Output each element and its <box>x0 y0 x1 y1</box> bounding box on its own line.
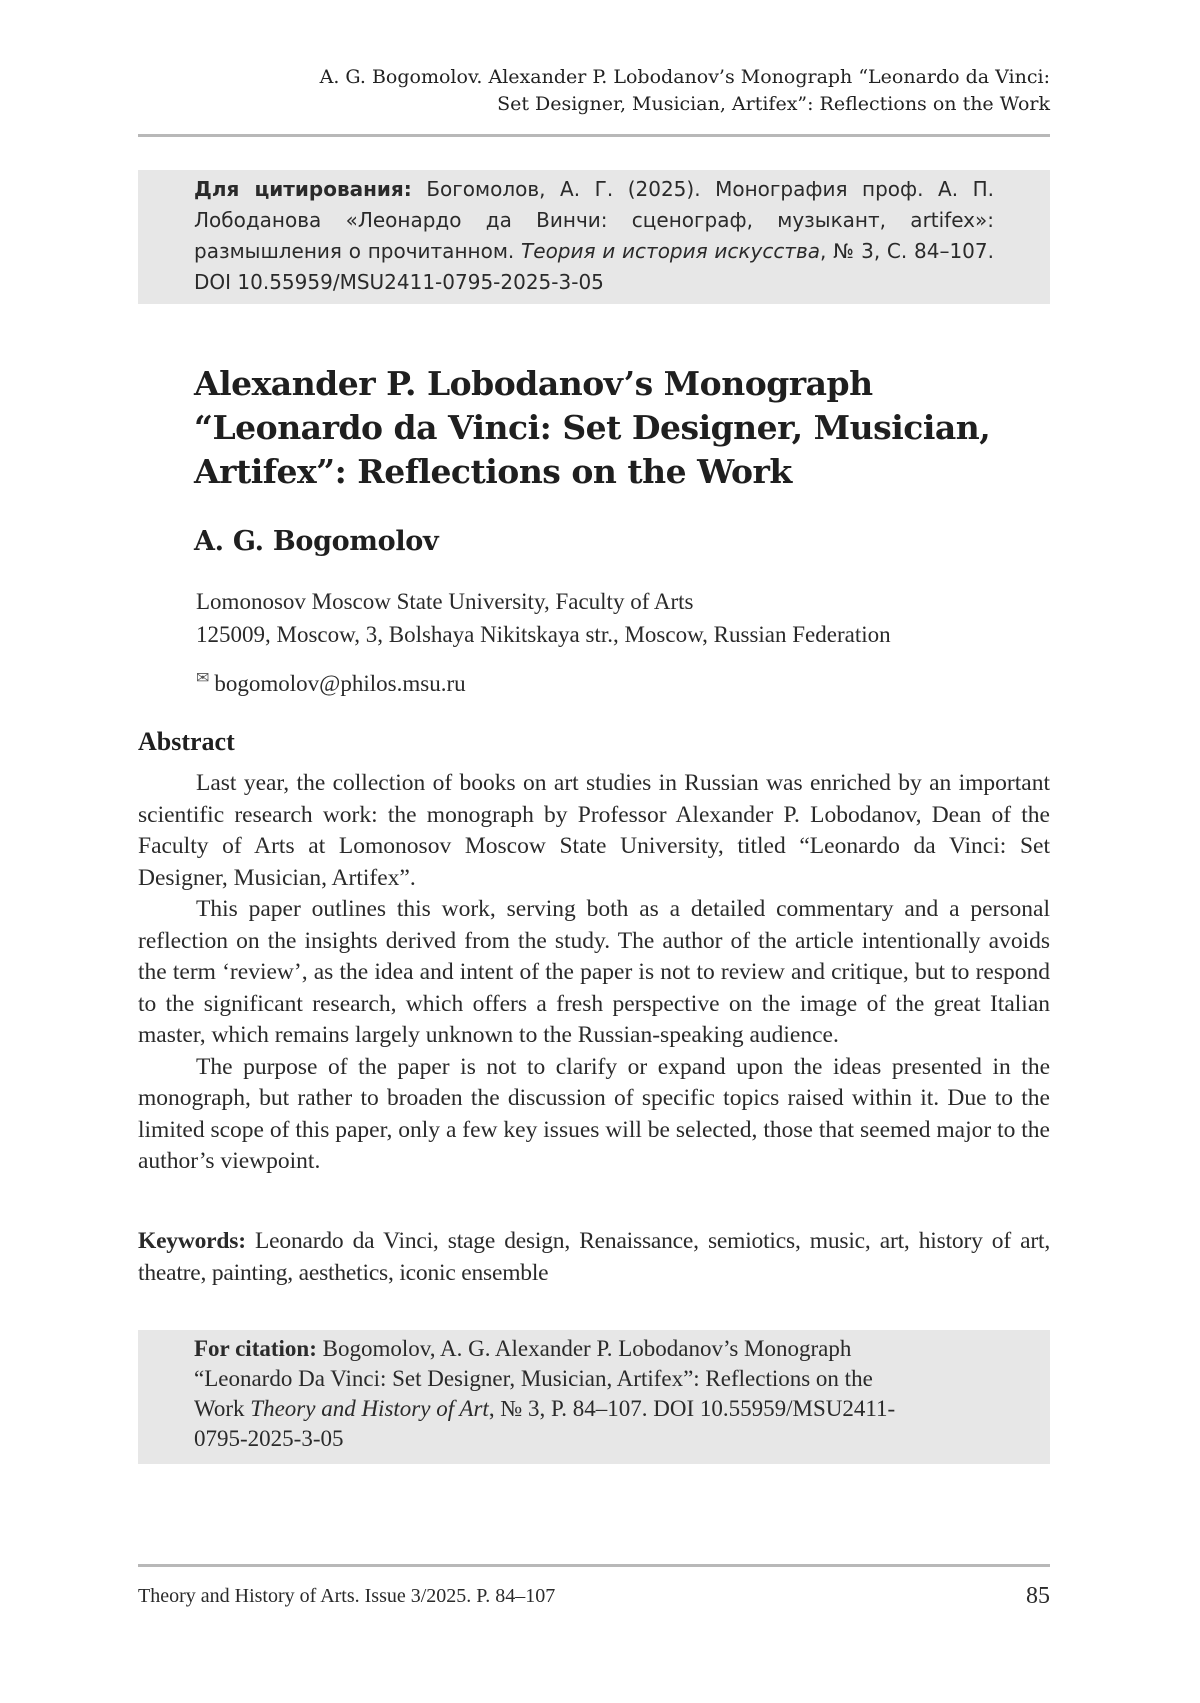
citation-box-en <box>138 1330 1050 1464</box>
envelope-icon: ✉ <box>196 670 210 687</box>
abstract-paragraph-3: The purpose of the paper is not to clarify or expand upon the ideas presented in the monograph, but rather to broaden the discussion of specific topics raised within it. Due to the limited scope of this paper, only a few key issues will be selected, those that seemed major to the author’s viewpoint. <box>138 1053 1050 1174</box>
author-name: A. G. Bogomolov <box>194 526 439 557</box>
citation-ru-label: Для цитирования: <box>194 177 412 201</box>
citation-ru-details: , № 3, С. 84–107. DOI 10.55959/MSU2411-0795-2025-3-05 <box>194 239 994 294</box>
paper-page <box>138 0 1050 1703</box>
citation-en-line-1 <box>194 1334 1000 1364</box>
citation-en-line-3-start: Work <box>194 1396 251 1421</box>
citation-en-line-4: 0795-2025-3-05 <box>194 1426 344 1451</box>
footer-journal: Theory and History of Arts. Issue 3/2025. P. 84–107 <box>138 1585 556 1607</box>
affiliation-line-1: Lomonosov Moscow State University, Faculty of Arts <box>196 589 694 614</box>
citation-en-line-3-rest: , № 3, P. 84–107. DOI 10.55959/MSU2411- <box>488 1396 896 1421</box>
header-divider <box>138 134 1050 137</box>
abstract-paragraph-2: This paper outlines this work, serving both as a detailed commentary and a personal reflection on the insights derived from the study. The author of the article intentionally avoids the term ‘review’, as the idea and intent of the paper is not to review and critique, but to respond to the significant research, which offers a fresh perspective on the image of the great Italian master, which remains largely unknown to the Russian-speaking audience. <box>138 896 1050 1048</box>
affiliation-line-2: 125009, Moscow, 3, Bolshaya Nikitskaya str., Moscow, Russian Federation <box>196 622 891 647</box>
citation-ru-text: Богомолов, А. Г. (2025). Монография проф. А. П. Лободанова «Леонардо да Винчи: сценограф, музыкант, artifex»: размышления о прочитанном. <box>194 177 995 263</box>
citation-en-label: For citation: <box>194 1336 317 1361</box>
citation-en-line-1-text: Bogomolov, A. G. Alexander P. Lobodanov’s Monograph <box>316 1336 852 1361</box>
abstract-paragraph-1: Last year, the collection of books on art studies in Russian was enriched by an important scientific research work: the monograph by Professor Alexander P. Lobodanov, Dean of the Faculty of Arts at Lomonosov Moscow State University, titled “Leonardo da Vinci: Set Designer, Musician, Artifex”. <box>138 770 1050 891</box>
email-address[interactable]: bogomolov@philos.msu.ru <box>214 671 466 696</box>
abstract-heading: Abstract <box>138 727 235 756</box>
page-number: 85 <box>1026 1583 1050 1609</box>
running-head-line-2: Set Designer, Musician, Artifex”: Reflections on the Work <box>497 93 1050 115</box>
citation-box-ru <box>138 170 1050 304</box>
affiliation <box>196 585 891 651</box>
article-title <box>194 362 1034 494</box>
running-head <box>138 64 1050 118</box>
author-email <box>196 664 466 699</box>
citation-ru-journal: Теория и история искусства <box>521 239 821 263</box>
keywords-text: Leonardo da Vinci, stage design, Renaissance, semiotics, music, art, history of art, theatre, painting, aesthetics, iconic ensemble <box>138 1228 1050 1286</box>
title-line-2: “Leonardo da Vinci: Set Designer, Musician, <box>194 408 991 447</box>
keywords <box>138 1226 1050 1289</box>
citation-en-journal: Theory and History of Art <box>250 1396 489 1421</box>
title-line-3: Artifex”: Reflections on the Work <box>194 452 792 491</box>
abstract-body <box>138 768 1050 1178</box>
citation-en-line-3 <box>194 1394 1000 1424</box>
running-head-line-1: A. G. Bogomolov. Alexander P. Lobodanov’s Monograph “Leonardo da Vinci: <box>319 66 1050 88</box>
keywords-label: Keywords: <box>138 1228 246 1254</box>
title-line-1: Alexander P. Lobodanov’s Monograph <box>194 364 873 403</box>
citation-en-line-2: “Leonardo Da Vinci: Set Designer, Musician, Artifex”: Reflections on the <box>194 1366 873 1391</box>
footer-divider <box>138 1564 1050 1567</box>
